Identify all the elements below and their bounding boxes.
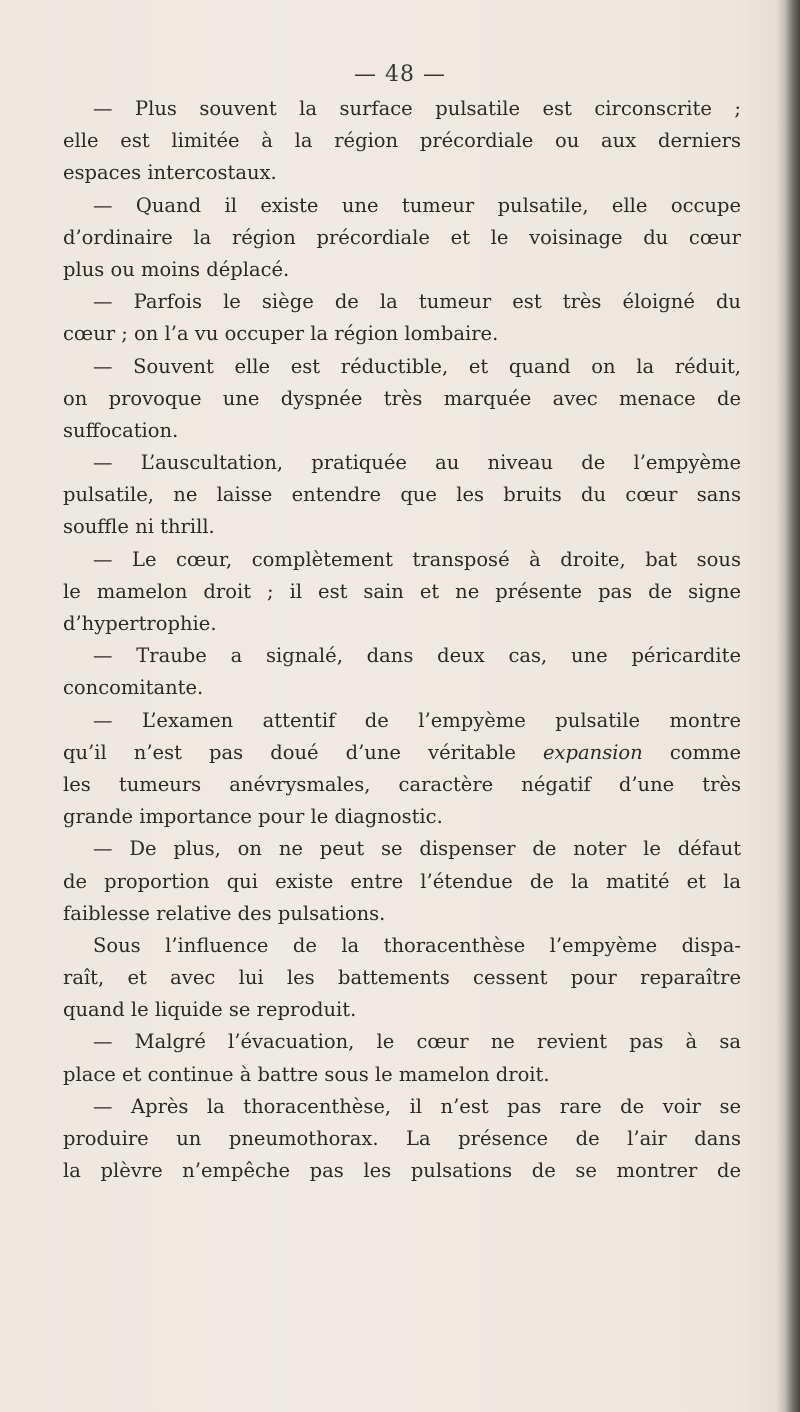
- text-line: faiblesse relative des pulsations.: [63, 901, 386, 925]
- text-line: — Le cœur, complètement transposé à droite, bat sous: [93, 547, 741, 571]
- text-line: [63, 737, 741, 769]
- text-line: — L’examen attentif de l’empyème pulsatile montre: [93, 708, 741, 732]
- text-line: plus ou moins déplacé.: [63, 257, 290, 281]
- text-line: grande importance pour le diagnostic.: [63, 805, 443, 829]
- text-line: produire un pneumothorax. La présence de l’air dans: [63, 1127, 741, 1150]
- text-segment: qu’il n’est pas doué d’une véritable: [63, 740, 543, 764]
- text-line: — Parfois le siège de la tumeur est très éloigné du: [93, 290, 741, 314]
- text-segment: comme: [642, 740, 742, 764]
- text-line: — Plus souvent la surface pulsatile est circonscrite ;: [93, 97, 741, 120]
- text-line: — De plus, on ne peut se dispenser de noter le défaut: [93, 837, 741, 861]
- text-line: pulsatile, ne laisse entendre que les bruits du cœur sans: [63, 483, 741, 507]
- text-line: Sous l’influence de la thoracenthèse l’empyème dispa-: [93, 933, 741, 957]
- text-line: d’hypertrophie.: [63, 612, 217, 635]
- text-line: d’ordinaire la région précordiale et le voisinage du cœur: [63, 225, 741, 249]
- text-line: espaces intercostaux.: [63, 161, 277, 185]
- text-line: — Malgré l’évacuation, le cœur ne revient pas à sa: [93, 1030, 741, 1054]
- text-line: souffle ni thrill.: [63, 515, 215, 539]
- text-line: de proportion qui existe entre l’étendue de la matité et la: [63, 869, 741, 893]
- text-line: on provoque une dyspnée très marquée avec menace de: [63, 386, 741, 410]
- italic-term: expansion: [542, 740, 643, 764]
- text-line: — L’auscultation, pratiquée au niveau de l’empyème: [93, 451, 741, 475]
- text-line: place et continue à battre sous le mamelon droit.: [63, 1062, 550, 1086]
- text-line: — Après la thoracenthèse, il n’est pas rare de voir se: [93, 1094, 741, 1118]
- page-edge-shadow: [776, 0, 800, 1412]
- text-line: quand le liquide se reproduit.: [63, 998, 357, 1022]
- page-number: — 48 —: [354, 62, 446, 87]
- text-line: les tumeurs anévrysmales, caractère négatif d’une très: [63, 772, 741, 796]
- text-line: elle est limitée à la région précordiale ou aux derniers: [63, 129, 741, 153]
- text-line: — Quand il existe une tumeur pulsatile, elle occupe: [93, 193, 741, 217]
- text-line: le mamelon droit ; il est sain et ne présente pas de signe: [63, 579, 741, 603]
- text-line: la plèvre n’empêche pas les pulsations de se montrer de: [63, 1159, 741, 1183]
- text-line: — Traube a signalé, dans deux cas, une péricardite: [93, 644, 741, 668]
- text-line: concomitante.: [63, 676, 204, 700]
- body-text: [63, 93, 741, 1187]
- text-line: — Souvent elle est réductible, et quand on la réduit,: [93, 354, 741, 378]
- text-line: suffocation.: [63, 418, 179, 442]
- text-line: raît, et avec lui les battements cessent pour reparaître: [63, 966, 741, 990]
- text-line: cœur ; on l’a vu occuper la région lombaire.: [63, 322, 499, 346]
